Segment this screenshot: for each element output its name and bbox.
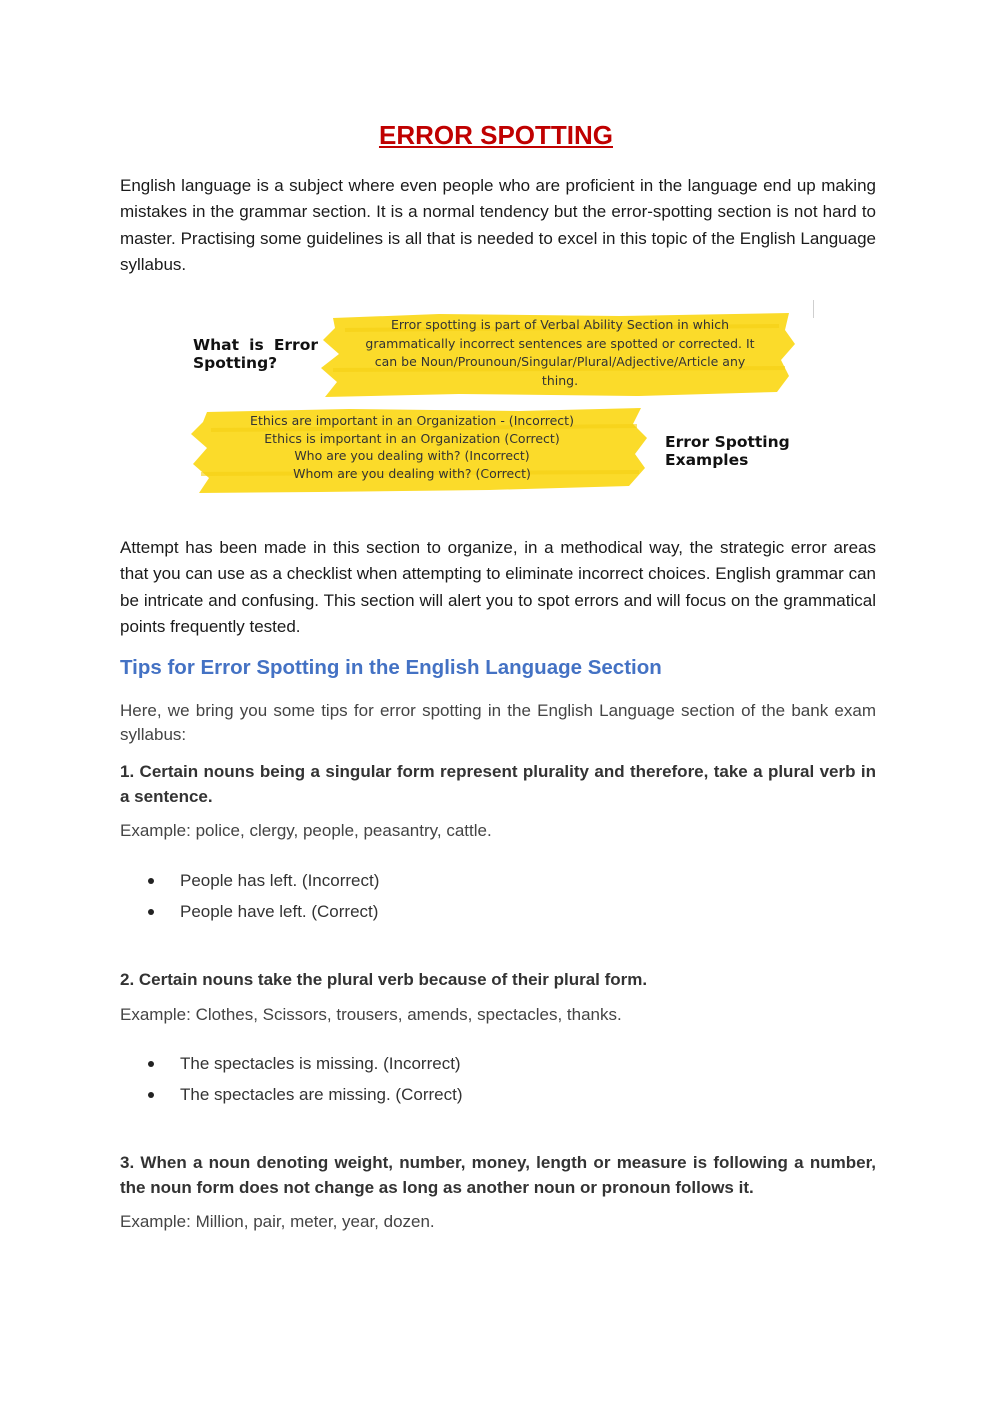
intro-paragraph: English language is a subject where even people who are proficient in the language end up making mistakes in the grammar section. It is a normal tendency but the error-spotting section is not hard to master. Practising some guidelines is all that is needed to excel in this topic of the English Language syllabus. <box>120 176 876 274</box>
list-item-text: The spectacles is missing. (Incorrect) <box>180 1054 461 1073</box>
error-spotting-infographic <box>185 300 815 500</box>
list-item-text: The spectacles are missing. (Correct) <box>180 1085 463 1104</box>
point-2-example: Example: Clothes, Scissors, trousers, amends, spectacles, thanks. <box>120 1005 622 1024</box>
list-item-text: People have left. (Correct) <box>180 902 379 921</box>
bullet-icon <box>148 878 154 884</box>
point-3-heading: 3. When a noun denoting weight, number, money, length or measure is following a number, the noun form does not change as long as another noun or pronoun follows it. <box>120 1153 876 1197</box>
list-item <box>148 1079 462 1110</box>
error-spotting-examples-label: Error Spotting Examples <box>665 433 790 469</box>
point-3-example: Example: Million, pair, meter, year, dozen. <box>120 1212 435 1231</box>
tips-heading: Tips for Error Spotting in the English Language Section <box>120 656 662 679</box>
list-item <box>148 865 379 896</box>
example-line: Ethics is important in an Organization (Correct) <box>264 430 560 446</box>
point-2-heading: 2. Certain nouns take the plural verb because of their plural form. <box>120 970 648 989</box>
what-is-error-spotting-label: What is Error Spotting? <box>193 336 318 372</box>
divider <box>813 300 814 318</box>
list-item-text: People has left. (Incorrect) <box>180 871 380 890</box>
example-line: Who are you dealing with? (Incorrect) <box>294 448 530 463</box>
examples-list <box>227 412 597 482</box>
point-1-example: Example: police, clergy, people, peasantry, cattle. <box>120 821 492 840</box>
example-line: Ethics are important in an Organization - (Incorrect) <box>250 413 574 428</box>
list-item <box>148 1048 462 1079</box>
example-line: Whom are you dealing with? (Correct) <box>293 465 531 481</box>
definition-text: Error spotting is part of Verbal Ability Section in which grammatically incorrect sentences are spotted or corrected. It can be Noun/Prounoun/Singular/Plural/Adjective/Article any thing. <box>365 317 755 388</box>
list-item <box>148 896 379 927</box>
point-1-bullets <box>148 865 379 927</box>
page-title: ERROR SPOTTING <box>378 120 613 150</box>
point-1-heading: 1. Certain nouns being a singular form represent plurality and therefore, take a plural verb in a sentence. <box>120 762 876 806</box>
tips-intro-paragraph: Here, we bring you some tips for error spotting in the English Language section of the bank exam syllabus: <box>120 701 876 744</box>
point-2-bullets <box>148 1048 462 1110</box>
bullet-icon <box>148 909 154 915</box>
bullet-icon <box>148 1092 154 1098</box>
bullet-icon <box>148 1061 154 1067</box>
attempt-paragraph: Attempt has been made in this section to organize, in a methodical way, the strategic error areas that you can use as a checklist when attempting to eliminate incorrect choices. English grammar can be intricate and confusing. This section will alert you to spot errors and will focus on the grammatical points frequently tested. <box>120 538 876 636</box>
